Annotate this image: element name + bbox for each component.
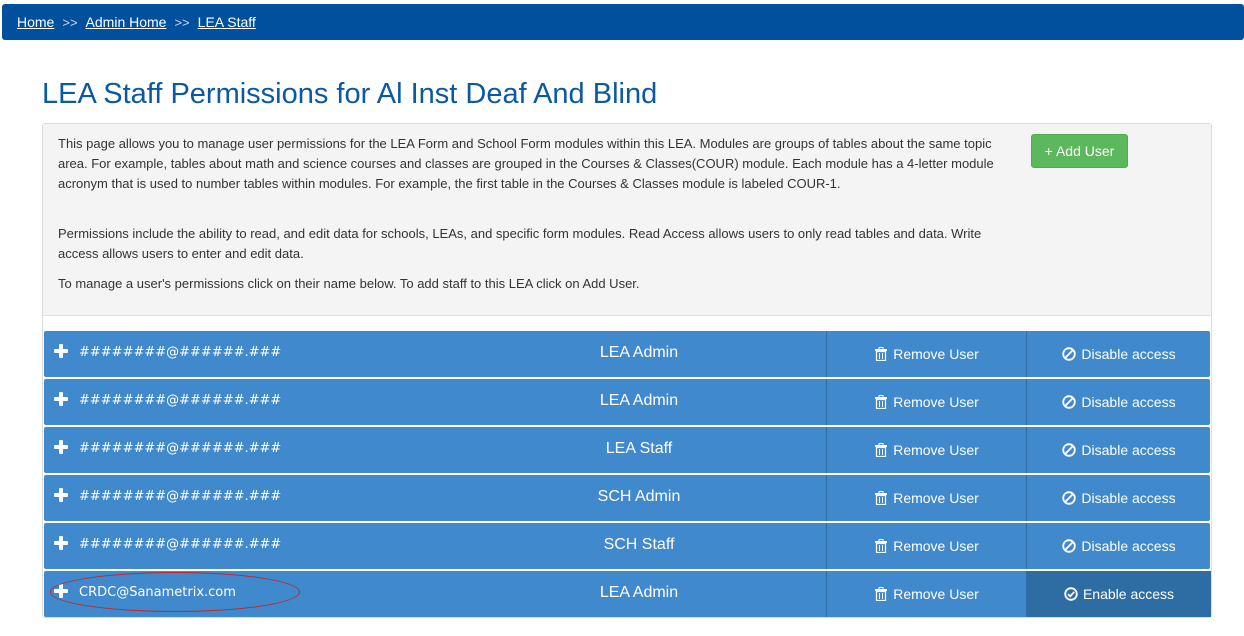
- user-role: SCH Admin: [597, 488, 681, 505]
- disable-access-button[interactable]: [1026, 523, 1211, 569]
- expand-plus-icon[interactable]: [54, 584, 68, 598]
- disable-access-button[interactable]: [1026, 427, 1211, 473]
- intro-paragraph-1: This page allows you to manage user permissions for the LEA Form and School Form modules within this LEA. Modules are groups of tables about the same topic area. For example, tables about math and science courses and classes are grouped in the Courses & Classes(COUR) module. Each module has a 4-letter module acronym that is used to number tables within modules. For example, the first table in the Courses & Classes module is labeled COUR-1.: [58, 136, 994, 191]
- user-role: LEA Staff: [605, 440, 673, 457]
- intro-paragraph-2: Permissions include the ability to read, and edit data for schools, LEAs, and specific form modules. Read Access allows users to only read tables and data. Write access allows users to enter and edit data.: [58, 226, 982, 261]
- ban-icon: [1062, 395, 1076, 409]
- user-role: LEA Admin: [599, 344, 679, 361]
- remove-user-label: Remove User: [893, 346, 979, 362]
- trash-icon: [874, 347, 888, 361]
- enable-access-button[interactable]: [1026, 571, 1211, 617]
- breadcrumb-admin-home-link[interactable]: Admin Home: [85, 14, 167, 30]
- user-role: LEA Admin: [599, 392, 679, 409]
- user-email[interactable]: CRDC@Sanametrix.com: [79, 585, 236, 600]
- breadcrumb-separator: >>: [62, 15, 78, 30]
- user-email[interactable]: ########@######.###: [79, 345, 282, 360]
- user-row[interactable]: [44, 571, 1210, 617]
- remove-user-label: Remove User: [893, 586, 979, 602]
- expand-plus-icon[interactable]: [54, 536, 68, 550]
- expand-plus-icon[interactable]: [54, 440, 68, 454]
- access-label: Disable access: [1081, 346, 1176, 362]
- access-label: Enable access: [1082, 586, 1175, 602]
- remove-user-button[interactable]: [826, 379, 1026, 425]
- breadcrumb-home-link[interactable]: Home: [17, 14, 55, 30]
- remove-user-label: Remove User: [893, 538, 979, 554]
- access-label: Disable access: [1081, 394, 1176, 410]
- remove-user-button[interactable]: [826, 331, 1026, 377]
- expand-plus-icon[interactable]: [54, 344, 68, 358]
- disable-access-button[interactable]: [1026, 331, 1211, 377]
- ban-icon: [1062, 491, 1076, 505]
- trash-icon: [874, 395, 888, 409]
- trash-icon: [874, 443, 888, 457]
- user-email[interactable]: ########@######.###: [79, 489, 282, 504]
- access-label: Disable access: [1081, 490, 1176, 506]
- expand-plus-icon[interactable]: [54, 392, 68, 406]
- user-row[interactable]: [44, 523, 1210, 569]
- ban-icon: [1062, 539, 1076, 553]
- remove-user-button[interactable]: [826, 523, 1026, 569]
- breadcrumb-separator: >>: [174, 15, 190, 30]
- remove-user-button[interactable]: [826, 475, 1026, 521]
- ban-icon: [1062, 347, 1076, 361]
- access-label: Disable access: [1081, 442, 1176, 458]
- user-row[interactable]: [44, 379, 1210, 425]
- user-role: SCH Staff: [603, 536, 675, 553]
- trash-icon: [874, 587, 888, 601]
- trash-icon: [874, 539, 888, 553]
- remove-user-label: Remove User: [893, 490, 979, 506]
- remove-user-button[interactable]: [826, 427, 1026, 473]
- intro-box: [43, 124, 1211, 316]
- user-email[interactable]: ########@######.###: [79, 393, 282, 408]
- breadcrumb: [17, 14, 256, 30]
- access-label: Disable access: [1081, 538, 1176, 554]
- trash-icon: [874, 491, 888, 505]
- breadcrumb-lea-staff-link[interactable]: LEA Staff: [197, 14, 256, 30]
- check-circle-icon: [1064, 587, 1078, 601]
- user-row[interactable]: [44, 331, 1210, 377]
- user-email[interactable]: ########@######.###: [79, 441, 282, 456]
- expand-plus-icon[interactable]: [54, 488, 68, 502]
- breadcrumb-bar: [2, 4, 1244, 40]
- remove-user-label: Remove User: [893, 442, 979, 458]
- add-user-button[interactable]: + Add User: [1031, 134, 1128, 168]
- page-title: LEA Staff Permissions for Al Inst Deaf And Blind: [42, 78, 658, 110]
- intro-paragraph-3: To manage a user's permissions click on their name below. To add staff to this LEA click on Add User.: [58, 276, 640, 291]
- disable-access-button[interactable]: [1026, 379, 1211, 425]
- user-row[interactable]: [44, 427, 1210, 473]
- ban-icon: [1062, 443, 1076, 457]
- user-email[interactable]: ########@######.###: [79, 537, 282, 552]
- remove-user-button[interactable]: [826, 571, 1026, 617]
- user-row[interactable]: [44, 475, 1210, 521]
- disable-access-button[interactable]: [1026, 475, 1211, 521]
- remove-user-label: Remove User: [893, 394, 979, 410]
- user-role: LEA Admin: [599, 584, 679, 601]
